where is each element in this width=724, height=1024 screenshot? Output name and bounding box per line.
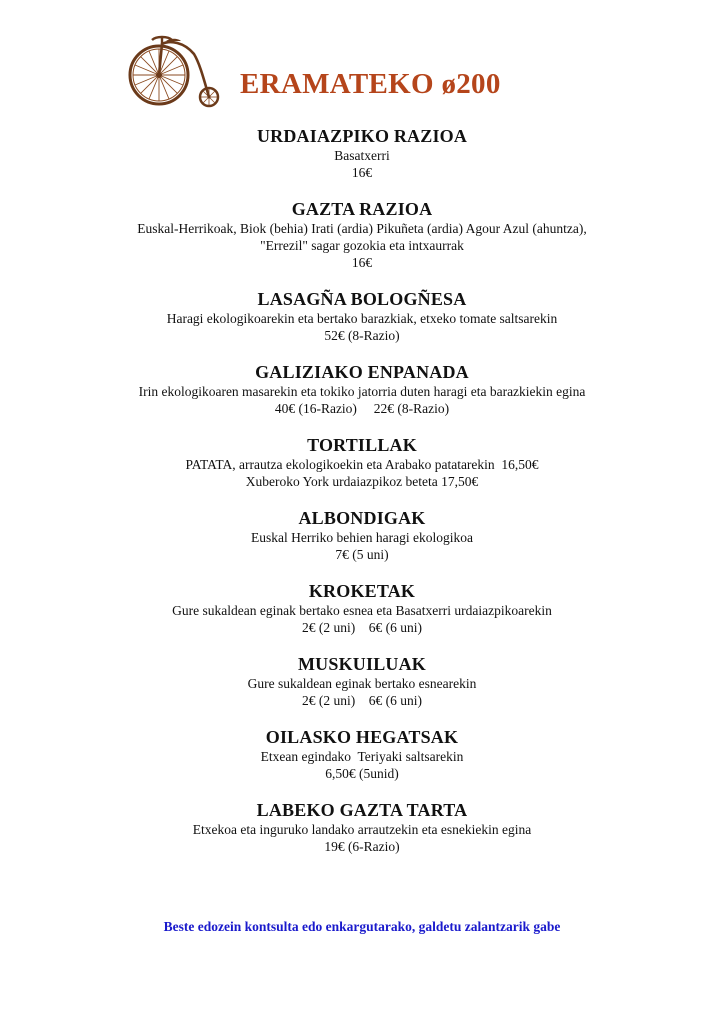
footer-note: Beste edozein kontsulta edo enkargutarako, galdetu zalantzarik gabe <box>163 919 561 934</box>
menu-item-title: MUSKUILUAK <box>297 654 426 674</box>
menu-item <box>0 653 724 709</box>
menu-item-line: Etxean egindako Teriyaki saltsarekin <box>260 749 464 764</box>
menu-list <box>0 125 724 872</box>
menu-item-line: 52€ (8-Razio) <box>324 328 400 343</box>
menu-item-title: URDAIAZPIKO RAZIOA <box>256 126 468 146</box>
menu-item-line: Euskal-Herrikoak, Biok (behia) Irati (ardia) Pikuñeta (ardia) Agour Azul (ahuntza), <box>137 221 587 236</box>
menu-item-line: Etxekoa eta inguruko landako arrautzekin eta esnekiekin egina <box>192 822 532 837</box>
menu-item <box>0 507 724 563</box>
menu-item-line: Gure sukaldean eginak bertako esnearekin <box>247 676 477 691</box>
menu-item-line: 19€ (6-Razio) <box>324 839 400 854</box>
menu-item-line: 2€ (2 uni) 6€ (6 uni) <box>302 620 422 635</box>
menu-item-line: PATATA, arrautza ekologikoekin eta Arabako patatarekin 16,50€ <box>185 457 539 472</box>
menu-item-line: Irin ekologikoaren masarekin eta tokiko jatorria duten haragi eta barazkiekin egina <box>138 384 586 399</box>
menu-item-line: Basatxerri <box>334 148 390 163</box>
menu-item-title: LASAGÑA BOLOGÑESA <box>257 289 467 309</box>
menu-item <box>0 580 724 636</box>
menu-item <box>0 361 724 417</box>
menu-item-line: Euskal Herriko behien haragi ekologikoa <box>251 530 473 545</box>
menu-item <box>0 198 724 271</box>
menu-item <box>0 799 724 855</box>
menu-item <box>0 125 724 181</box>
menu-item-title: KROKETAK <box>308 581 416 601</box>
menu-item-line: Gure sukaldean eginak bertako esnea eta Basatxerri urdaiazpikoarekin <box>172 603 552 618</box>
menu-item-title: GALIZIAKO ENPANADA <box>255 362 469 382</box>
menu-item <box>0 726 724 782</box>
menu-item-line: 6,50€ (5unid) <box>325 766 399 781</box>
menu-item-line: 16€ <box>351 165 373 180</box>
menu-item-title: LABEKO GAZTA TARTA <box>256 800 468 820</box>
menu-item-title: ALBONDIGAK <box>298 508 426 528</box>
menu-item-line: 16€ <box>351 255 373 270</box>
menu-item-line: "Errezil" sagar gozokia eta intxaurrak <box>260 238 464 253</box>
menu-item-line: Xuberoko York urdaiazpikoz beteta 17,50€ <box>245 474 479 489</box>
menu-item-line: 7€ (5 uni) <box>335 547 389 562</box>
menu-item-title: OILASKO HEGATSAK <box>265 727 459 747</box>
menu-item-title: TORTILLAK <box>307 435 417 455</box>
menu-item <box>0 288 724 344</box>
menu-item-title: GAZTA RAZIOA <box>291 199 433 219</box>
menu-item-line: 2€ (2 uni) 6€ (6 uni) <box>302 693 422 708</box>
menu-item-line: 40€ (16-Razio) 22€ (8-Razio) <box>274 401 450 416</box>
menu-item-line: Haragi ekologikoarekin eta bertako barazkiak, etxeko tomate saltsarekin <box>166 311 558 326</box>
menu-item <box>0 434 724 490</box>
page-title: ERAMATEKO ø200 <box>240 68 501 100</box>
penny-farthing-bicycle-icon <box>126 30 222 112</box>
